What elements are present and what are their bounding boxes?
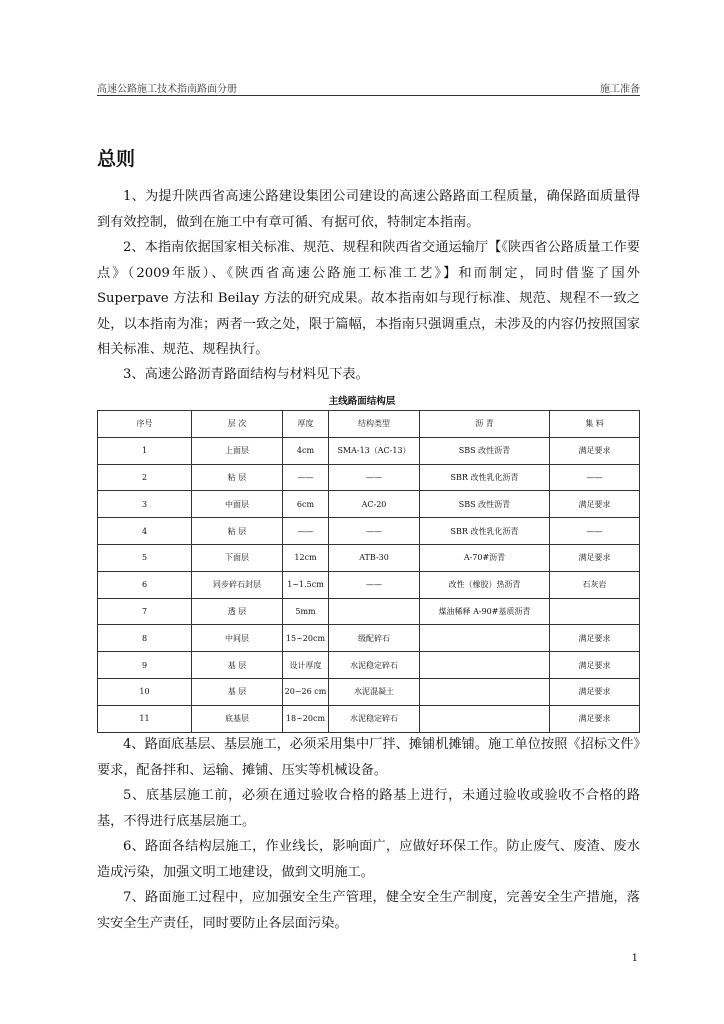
table-cell: AC-20 (329, 491, 420, 518)
table-cell: —— (283, 518, 329, 545)
table-cell: 上面层 (192, 437, 283, 464)
table-cell: —— (550, 518, 640, 545)
section-title: 总则 (97, 148, 136, 170)
table-cell: 水泥混凝土 (329, 678, 420, 705)
table-cell: 15~20cm (283, 625, 329, 652)
table-cell: 中面层 (192, 491, 283, 518)
table-cell (420, 652, 550, 679)
table-row (98, 571, 640, 598)
table-cell: SBS 改性沥青 (420, 437, 550, 464)
table-cell: 设计厚度 (283, 652, 329, 679)
table-cell: SBR 改性乳化沥青 (420, 518, 550, 545)
table-cell: 7 (98, 598, 192, 625)
table-cell: SMA-13（AC-13） (329, 437, 420, 464)
header-cell: 沥 青 (420, 411, 550, 438)
table-row (98, 437, 640, 464)
table-cell: 满足要求 (550, 705, 640, 732)
table-header-row (98, 411, 640, 438)
table-cell: 透 层 (192, 598, 283, 625)
table-cell: —— (283, 464, 329, 491)
table-cell: 4cm (283, 437, 329, 464)
table-cell: 11 (98, 705, 192, 732)
table-cell: 基 层 (192, 678, 283, 705)
table-cell: 8 (98, 625, 192, 652)
paragraph-2: 2、本指南依据国家相关标准、规范、规程和陕西省交通运输厅【《陕西省公路质量工作要点》（2009年版）、《陕西省高速公路施工标准工艺》】和而制定，同时借鉴了国外 Superpave 方法和 Beilay 方法的研究成果。故本指南如与现行标准、规范、规程不一致之处，以本指南为准；两者一致之处，限于篇幅，本指南只强调重点，未涉及的内容仍按照国家相关标准、规范、规程执行。 (97, 240, 640, 357)
table-row (98, 518, 640, 545)
table-cell: 满足要求 (550, 544, 640, 571)
table-cell: 满足要求 (550, 437, 640, 464)
table-cell: ATB-30 (329, 544, 420, 571)
table-cell: 水泥稳定碎石 (329, 705, 420, 732)
table-cell: 满足要求 (550, 678, 640, 705)
table-cell: 6 (98, 571, 192, 598)
header-cell: 集 料 (550, 411, 640, 438)
table-cell: 6cm (283, 491, 329, 518)
paragraph-5: 5、底基层施工前，必须在通过验收合格的路基上进行，未通过验收或验收不合格的路基，不得进行底基层施工。 (97, 788, 640, 829)
header-section-title: 施工准备 (600, 84, 640, 95)
paragraph-6: 6、路面各结构层施工，作业线长，影响面广，应做好环保工作。防止废气、废渣、废水造成污染，加强文明工地建设，做到文明施工。 (97, 839, 640, 880)
table-cell: 基 层 (192, 652, 283, 679)
table-cell (550, 598, 640, 625)
table-cell: 1 (98, 437, 192, 464)
table-cell: 满足要求 (550, 652, 640, 679)
paragraph-3: 3、高速公路沥青路面结构与材料见下表。 (123, 367, 369, 382)
table-cell: —— (329, 518, 420, 545)
page-number: 1 (631, 953, 638, 964)
header-cell: 厚度 (283, 411, 329, 438)
table-cell: 10 (98, 678, 192, 705)
table-cell: 满足要求 (550, 625, 640, 652)
pavement-structure-table (97, 410, 640, 733)
table-cell: 中间层 (192, 625, 283, 652)
table-cell: —— (550, 464, 640, 491)
table-cell: SBR 改性乳化沥青 (420, 464, 550, 491)
table-caption: 主线路面结构层 (328, 396, 396, 407)
page-header (97, 79, 640, 96)
table-cell: 级配碎石 (329, 625, 420, 652)
table-cell: SBS 改性沥青 (420, 491, 550, 518)
table-cell: A-70#沥青 (420, 544, 550, 571)
table-row (98, 705, 640, 732)
table-cell: 12cm (283, 544, 329, 571)
table-cell: 满足要求 (550, 491, 640, 518)
table-cell: 5 (98, 544, 192, 571)
table-row (98, 464, 640, 491)
table-cell (420, 625, 550, 652)
table-row (98, 652, 640, 679)
table-cell: 2 (98, 464, 192, 491)
table-cell: 5mm (283, 598, 329, 625)
table-cell (420, 705, 550, 732)
table-row (98, 598, 640, 625)
table-cell: 粘 层 (192, 518, 283, 545)
header-cell: 结构类型 (329, 411, 420, 438)
table-cell: 1~1.5cm (283, 571, 329, 598)
table-cell (420, 678, 550, 705)
header-cell: 层 次 (192, 411, 283, 438)
table-row (98, 678, 640, 705)
table-cell: 下面层 (192, 544, 283, 571)
table-cell: 改性（橡胶）热沥青 (420, 571, 550, 598)
table-cell: 底基层 (192, 705, 283, 732)
table-cell: 同步碎石封层 (192, 571, 283, 598)
table-row (98, 544, 640, 571)
table-cell: 4 (98, 518, 192, 545)
table-row (98, 491, 640, 518)
table-cell: 9 (98, 652, 192, 679)
table-row (98, 625, 640, 652)
table-cell (329, 598, 420, 625)
paragraph-7: 7、路面施工过程中，应加强安全生产管理，健全安全生产制度，完善安全生产措施，落实安全生产责任，同时要防止各层面污染。 (97, 890, 640, 931)
table-cell: 粘 层 (192, 464, 283, 491)
paragraph-1: 1、为提升陕西省高速公路建设集团公司建设的高速公路路面工程质量，确保路面质量得到有效控制，做到在施工中有章可循、有据可依，特制定本指南。 (97, 189, 640, 230)
header-cell: 序号 (98, 411, 192, 438)
table-cell: 煤油稀释 A-90#基质沥青 (420, 598, 550, 625)
table-cell: —— (329, 464, 420, 491)
table-cell: 18~20cm (283, 705, 329, 732)
header-doc-title: 高速公路施工技术指南路面分册 (97, 84, 237, 95)
table-cell: 3 (98, 491, 192, 518)
table-cell: 水泥稳定碎石 (329, 652, 420, 679)
paragraph-4: 4、路面底基层、基层施工，必须采用集中厂拌、摊铺机摊铺。施工单位按照《招标文件》要求，配备拌和、运输、摊铺、压实等机械设备。 (97, 737, 640, 778)
table-cell: —— (329, 571, 420, 598)
table-cell: 20~26 cm (283, 678, 329, 705)
table-cell: 石灰岩 (550, 571, 640, 598)
